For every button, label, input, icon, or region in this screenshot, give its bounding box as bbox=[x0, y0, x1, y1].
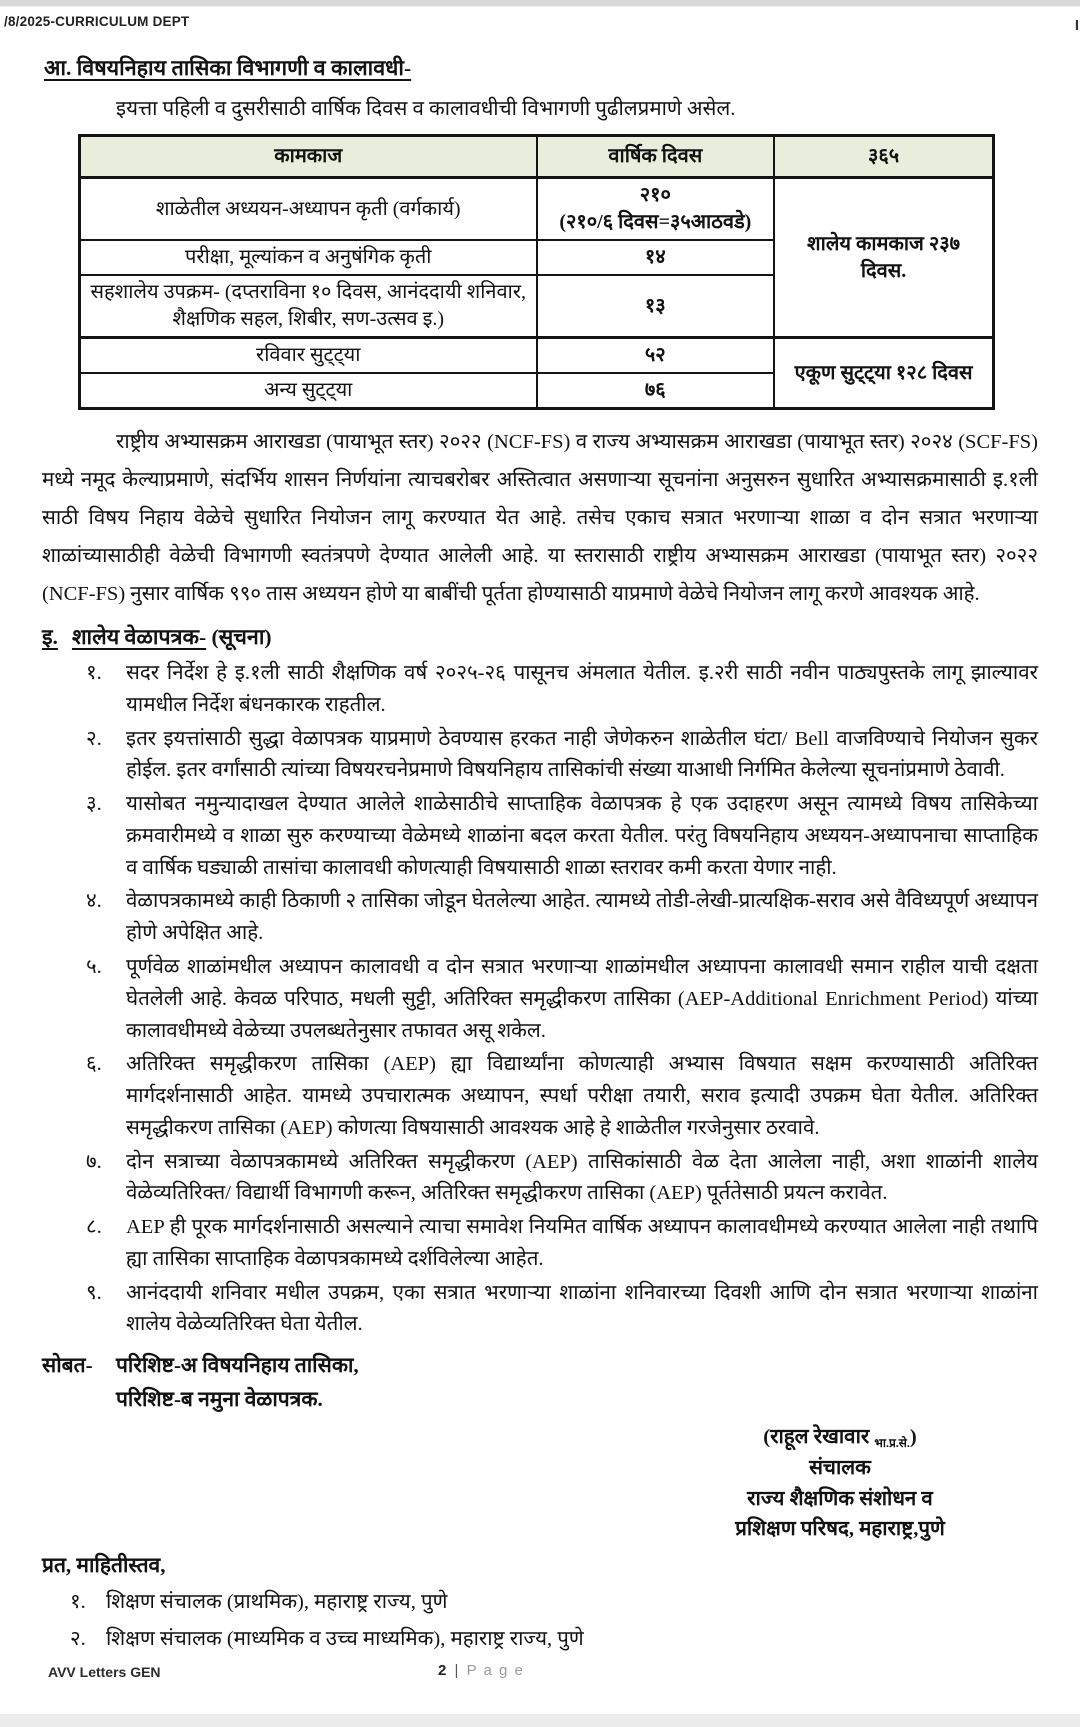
annual-days-table bbox=[78, 134, 995, 410]
section-e-title bbox=[72, 620, 272, 654]
task-cell: शाळेतील अध्ययन-अध्यापन कृती (वर्गकार्य) bbox=[80, 178, 537, 241]
item-number: १. bbox=[86, 662, 102, 685]
days-value: २१० bbox=[639, 184, 671, 207]
list-item bbox=[86, 1147, 1038, 1211]
copy-item-number: २. bbox=[70, 1627, 86, 1650]
days-cell: १४ bbox=[537, 240, 775, 275]
signatory-cadre: भा.प्र.से. bbox=[874, 1436, 910, 1450]
section-a-intro: इयत्ता पहिली व दुसरीसाठी वार्षिक दिवस व कालावधीची विभागणी पुढीलप्रमाणे असेल. bbox=[116, 98, 736, 121]
copy-to-block bbox=[42, 1548, 742, 1657]
copy-item bbox=[42, 1621, 742, 1658]
signatory-designation: संचालक bbox=[809, 1456, 871, 1479]
section-e-title-note: (सूचना) bbox=[211, 624, 272, 649]
signatory-name-close: ) bbox=[909, 1426, 917, 1448]
item-text: यासोबत नमुन्यादाखल देण्यात आलेले शाळेसाठीचे साप्ताहिक वेळापत्रक हे एक उदाहरण असून त्यामध्ये विषय तासिकेच्या क्रमवारीमध्ये व शाळा सुरु करण्याच्या वेळेमध्ये शाळांना बदल करता येतील. परंतु विषयनिहाय अध्ययन-अध्यापनाचा साप्ताहिक व वार्षिक घड्याळी तासांचा कालावधी कोणत्याही विषयासाठी शाळा स्तरावर कमी करता येणार नाही. bbox=[126, 793, 1038, 879]
framework-paragraph: राष्ट्रीय अभ्यासक्रम आराखडा (पायाभूत स्तर) २०२२ (NCF-FS) व राज्य अभ्यासक्रम आराखडा (पायाभूत स्तर) २०२४ (SCF-FS) मध्ये नमूद केल्याप्रमाणे, संदर्भिय शासन निर्णयांना त्याचबरोबर अस्तित्वात असणाऱ्या सूचनांना अनुसरुन सुधारित अभ्यासक्रमासाठी इ.१ली साठी विषय निहाय वेळेचे सुधारित नियोजन लागू करण्यात येत आहे. तसेच एकाच सत्रात भरणाऱ्या शाळा व दोन सत्रात भरणाऱ्या शाळांच्यासाठीही वेळेची विभागणी स्वतंत्रपणे देण्यात आलेली आहे. या स्तरासाठी राष्ट्रीय अभ्यासक्रम आराखडा (पायाभूत स्तर) २०२२ (NCF-FS) नुसार वार्षिक ९९० तास अध्ययन होणे या बाबींची पूर्तता होण्यासाठी याप्रमाणे वेळेचे नियोजन लागू करणे आवश्यक आहे. bbox=[42, 431, 1038, 605]
item-number: ७. bbox=[86, 1150, 102, 1173]
section-e-number: इ. bbox=[42, 624, 58, 649]
item-text: AEP ही पूरक मार्गदर्शनासाठी असल्याने त्याचा समावेश नियमित वार्षिक अध्यापन कालावधीमध्ये करण्यात आलेला नाही तथापि ह्या तासिका साप्ताहिक वेळापत्रकामध्ये दर्शविलेल्या आहेत. bbox=[126, 1216, 1038, 1270]
col-header-task: कामकाज bbox=[80, 136, 537, 178]
list-item bbox=[86, 886, 1038, 950]
signatory-org-line1: राज्य शैक्षणिक संशोधन व bbox=[747, 1487, 933, 1510]
copy-item-text: शिक्षण संचालक (माध्यमिक व उच्च माध्यमिक), महाराष्ट्र राज्य, पुणे bbox=[106, 1627, 584, 1650]
page-footer bbox=[0, 1662, 1080, 1686]
viewer-bottom-strip bbox=[0, 1714, 1080, 1727]
notice-list bbox=[86, 658, 1038, 1341]
footer-page-indicator bbox=[438, 1662, 524, 1679]
viewer-top-strip bbox=[0, 0, 1080, 7]
page-separator: | bbox=[454, 1662, 459, 1679]
enclosure-item-b: परिशिष्ट-ब नमुना वेळापत्रक. bbox=[116, 1386, 323, 1411]
item-text: पूर्णवेळ शाळांमधील अध्यापन कालावधी व दोन सत्रात भरणाऱ्या शाळांमधील अध्यापना कालावधी समान राहील याची दक्षता घेतलेली आहे. केवळ परिपाठ, मधली सुट्टी, अतिरिक्त समृद्धीकरण तासिका (AEP-Additional Enrichment Period) यांच्या कालावधीमध्ये वेळेच्या उपलब्धतेनुसार तफावत असू शकेल. bbox=[126, 956, 1038, 1042]
item-text: सदर निर्देश हे इ.१ली साठी शैक्षणिक वर्ष २०२५-२६ पासूनच अंमलात येतील. इ.२री साठी नवीन पाठ्यपुस्तके लागू झाल्यावर यामधील निर्देश बंधनकारक राहतील. bbox=[126, 662, 1038, 716]
signatory-name-text: (राहूल रेखावार bbox=[763, 1426, 870, 1448]
copy-item-number: १. bbox=[70, 1590, 86, 1613]
copy-to-heading: प्रत, माहितीस्तव, bbox=[42, 1553, 166, 1577]
section-e-title-underlined: शालेय वेळापत्रक- bbox=[71, 624, 207, 649]
days-cell: ७६ bbox=[537, 373, 775, 409]
item-text: अतिरिक्त समृद्धीकरण तासिका (AEP) ह्या विद्यार्थ्यांना कोणत्याही अभ्यास विषयात सक्षम करण्यासाठी अतिरिक्त मार्गदर्शनासाठी आहेत. यामध्ये उपचारात्मक अध्यापन, स्पर्धा परीक्षा तयारी, सराव इत्यादी उपक्रम घेता येतील. अतिरिक्त समृद्धीकरण तासिका (AEP) कोणत्या विषयासाठी आवश्यक आहे हे शाळेतील गरजेनुसार ठरवावे. bbox=[126, 1053, 1038, 1139]
corner-cutoff-mark: I bbox=[1074, 17, 1079, 34]
list-item bbox=[86, 724, 1038, 788]
school-work-total-cell: शालेय कामकाज २३७ दिवस. bbox=[774, 178, 993, 338]
list-item bbox=[86, 658, 1038, 722]
section-a-heading: आ. विषयनिहाय तासिका विभागणी व कालावधी- bbox=[44, 56, 412, 80]
item-text: इतर इयत्तांसाठी सुद्धा वेळापत्रक याप्रमाणे ठेवण्यास हरकत नाही जेणेकरुन शाळेतील घंटा/ Bell वाजविण्याचे नियोजन सुकर होईल. इतर वर्गांसाठी त्यांच्या विषयरचनेप्रमाणे विषयनिहाय तासिकांची संख्या याआधी निर्गमित केलेल्या सूचनांप्रमाणे ठेवावी. bbox=[126, 727, 1038, 782]
list-item bbox=[86, 1049, 1038, 1144]
col-header-days: वार्षिक दिवस bbox=[537, 136, 775, 178]
col-header-total: ३६५ bbox=[774, 136, 993, 178]
list-item bbox=[86, 789, 1038, 884]
enclosures-lines bbox=[116, 1349, 359, 1416]
list-item bbox=[86, 952, 1038, 1047]
item-number: ८. bbox=[86, 1216, 102, 1239]
item-number: ९. bbox=[86, 1281, 102, 1304]
days-note: (२१०/६ दिवस=३५आठवडे) bbox=[559, 211, 752, 234]
signatory-org-line2: प्रशिक्षण परिषद, महाराष्ट्र,पुणे bbox=[735, 1518, 945, 1541]
item-number: ५. bbox=[86, 956, 102, 978]
table-row bbox=[80, 178, 994, 241]
item-number: २. bbox=[86, 727, 102, 750]
task-cell: अन्य सुट्ट्या bbox=[80, 373, 537, 409]
item-number: ४. bbox=[86, 890, 102, 913]
item-number: ६. bbox=[86, 1053, 102, 1076]
days-cell: ५२ bbox=[537, 338, 775, 374]
table-row bbox=[80, 338, 994, 374]
days-cell bbox=[537, 178, 775, 241]
copy-item bbox=[42, 1584, 742, 1621]
item-text: दोन सत्राच्या वेळापत्रकामध्ये अतिरिक्त समृद्धीकरण (AEP) तासिकांसाठी वेळ देता आलेला नाही, अशा शाळांनी शालेय वेळेव्यतिरिक्त/ विद्यार्थी विभागणी करून, अतिरिक्त समृद्धीकरण तासिका (AEP) पूर्ततेसाठी प्रयत्न करावेत. bbox=[126, 1150, 1038, 1205]
task-cell: परीक्षा, मूल्यांकन व अनुषंगिक कृती bbox=[80, 240, 537, 275]
page-number: 2 bbox=[438, 1662, 447, 1679]
file-reference-number: /8/2025-CURRICULUM DEPT bbox=[4, 14, 190, 29]
enclosures-label: सोबत- bbox=[42, 1353, 93, 1378]
enclosure-item-a: परिशिष्ट-अ विषयनिहाय तासिका, bbox=[116, 1353, 359, 1378]
table-header-row bbox=[80, 136, 994, 178]
enclosures-block bbox=[42, 1349, 1038, 1416]
page-word: P a g e bbox=[466, 1662, 525, 1679]
copy-item-text: शिक्षण संचालक (प्राथमिक), महाराष्ट्र राज्य, पुणे bbox=[106, 1590, 448, 1613]
item-text: आनंददायी शनिवार मधील उपक्रम, एका सत्रात भरणाऱ्या शाळांना शनिवारच्या दिवशी आणि दोन सत्रात भरणाऱ्या शाळांना शालेय वेळेव्यतिरिक्त घेता येतील. bbox=[126, 1281, 1038, 1336]
section-e-heading bbox=[42, 620, 1038, 654]
task-cell: रविवार सुट्ट्या bbox=[80, 338, 537, 374]
list-item bbox=[86, 1278, 1038, 1342]
holidays-total-cell: एकूण सुट्ट्या १२८ दिवस bbox=[774, 338, 993, 409]
item-text: वेळापत्रकामध्ये काही ठिकाणी २ तासिका जोडून घेतलेल्या आहेत. त्यामध्ये तोडी-लेखी-प्रात्यक्षिक-सराव असे वैविध्यपूर्ण अध्यापन होणे अपेक्षित आहे. bbox=[126, 890, 1038, 945]
days-cell: १३ bbox=[537, 275, 775, 338]
signature-block bbox=[655, 1422, 1025, 1545]
signatory-name bbox=[655, 1422, 1025, 1453]
footer-document-label: AVV Letters GEN bbox=[48, 1664, 161, 1680]
task-cell: सहशालेय उपक्रम- (दप्तराविना १० दिवस, आनंददायी शनिवार, शैक्षणिक सहल, शिबीर, सण-उत्सव इ.) bbox=[80, 275, 537, 338]
item-number: ३. bbox=[86, 793, 102, 816]
list-item bbox=[86, 1212, 1038, 1276]
